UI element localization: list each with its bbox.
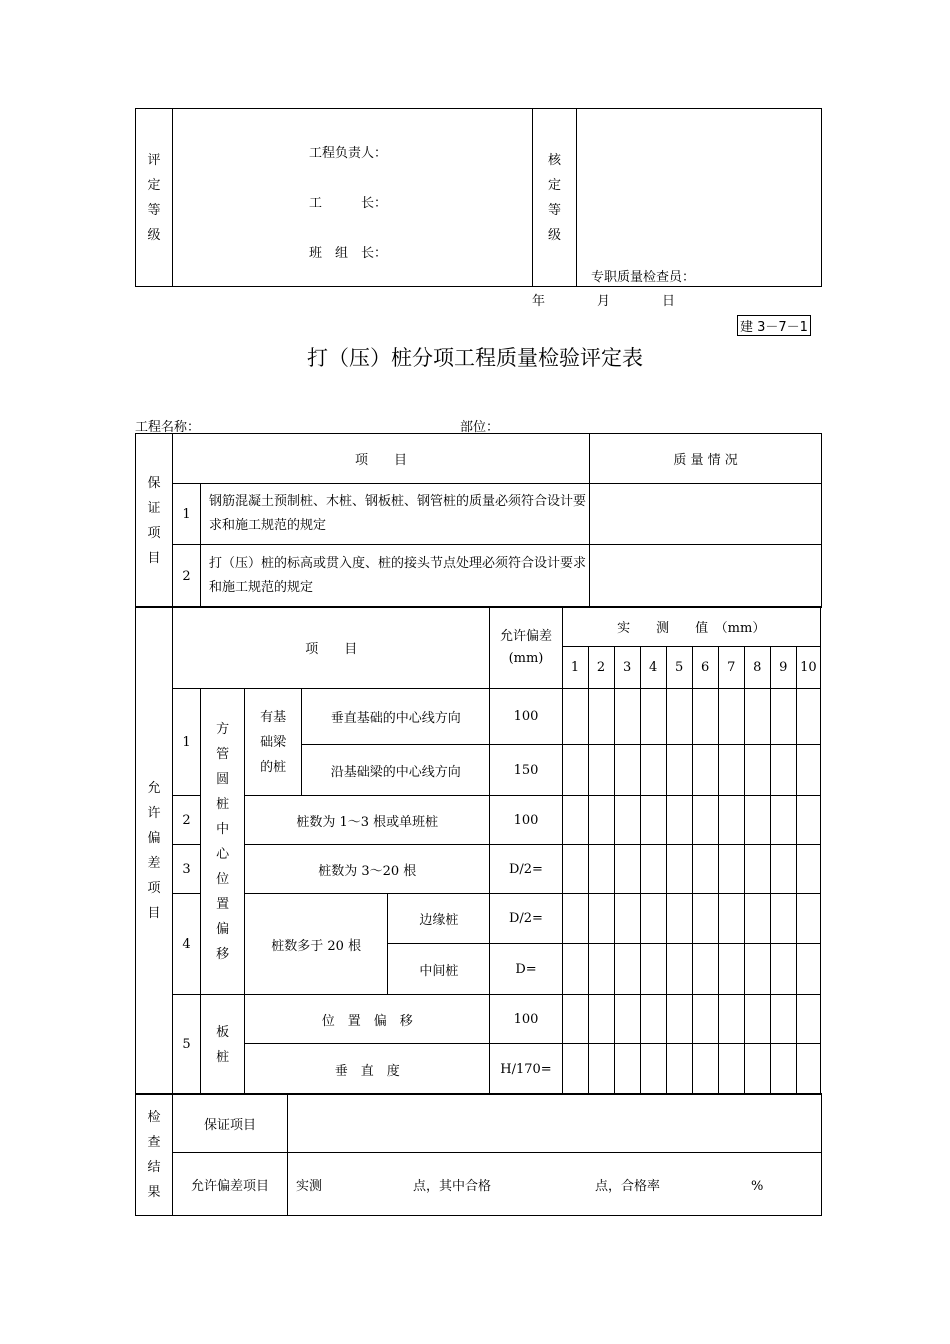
tolerance-row-text: 桩数为 3～20 根	[245, 845, 490, 894]
quality-status-header: 质 量 情 况	[590, 434, 822, 484]
measure-cell[interactable]	[562, 995, 588, 1044]
measure-cell[interactable]	[614, 745, 640, 796]
verified-grade-label: 核 定 等 级	[533, 109, 577, 287]
foreman-line: 工 长：	[309, 196, 388, 211]
guarantee-item-text: 打（压）桩的标高或贯入度、桩的接头节点处理必须符合设计要求和施工规范的规定	[201, 545, 590, 608]
tolerance-row-value: D=	[490, 944, 562, 995]
guarantee-label: 保 证 项 目	[136, 434, 173, 608]
beam-pile-label: 有基 础梁 的桩	[245, 689, 302, 796]
measure-cell[interactable]	[718, 796, 744, 845]
measure-cell[interactable]	[588, 944, 614, 995]
tolerance-row-value: 150	[490, 745, 562, 796]
measure-cell[interactable]	[718, 745, 744, 796]
tolerance-row-no: 5	[173, 995, 201, 1095]
measure-cell[interactable]	[770, 995, 796, 1044]
tolerance-row-value: D/2=	[490, 894, 562, 944]
measure-cell[interactable]	[562, 1044, 588, 1095]
measure-cell[interactable]	[614, 845, 640, 894]
tolerance-row-text: 沿基础梁的中心线方向	[302, 745, 490, 796]
measure-cell[interactable]	[692, 944, 718, 995]
responsible-persons-cell	[173, 109, 533, 287]
measure-cell[interactable]	[562, 689, 588, 745]
measure-cell[interactable]	[640, 1044, 666, 1095]
measure-cell[interactable]	[692, 689, 718, 745]
measure-cell[interactable]	[744, 796, 770, 845]
measure-cell[interactable]	[640, 745, 666, 796]
tolerance-row-value: 100	[490, 995, 562, 1044]
project-name-label: 工程名称：	[135, 420, 201, 435]
measure-cell[interactable]	[744, 745, 770, 796]
guarantee-item-no: 2	[173, 545, 201, 608]
measure-cell[interactable]	[692, 894, 718, 944]
guarantee-item-status[interactable]	[590, 484, 822, 545]
measure-cell[interactable]	[588, 689, 614, 745]
measure-cell[interactable]	[692, 796, 718, 845]
measure-col-3: 3	[614, 647, 640, 689]
measure-col-4: 4	[640, 647, 666, 689]
measure-cell[interactable]	[718, 1044, 744, 1095]
measure-cell[interactable]	[588, 796, 614, 845]
check-guarantee-result[interactable]	[288, 1094, 822, 1153]
tolerance-row-no: 2	[173, 796, 201, 845]
measure-col-8: 8	[744, 647, 770, 689]
evaluation-grade-label: 评 定 等 级	[136, 109, 173, 287]
measure-col-9: 9	[770, 647, 796, 689]
evaluation-table	[135, 108, 822, 287]
measure-cell[interactable]	[562, 796, 588, 845]
measure-cell[interactable]	[588, 995, 614, 1044]
measure-cell[interactable]	[770, 689, 796, 745]
form-code: 建 3－7－1	[737, 315, 811, 336]
measure-col-2: 2	[588, 647, 614, 689]
measure-cell[interactable]	[588, 745, 614, 796]
measure-cell[interactable]	[796, 944, 820, 995]
tolerance-row-text: 垂 直 度	[245, 1044, 490, 1095]
allowable-deviation-header	[490, 607, 562, 689]
measure-cell[interactable]	[718, 845, 744, 894]
measure-cell[interactable]	[770, 1044, 796, 1095]
tolerance-row-text: 垂直基础的中心线方向	[302, 689, 490, 745]
measure-cell[interactable]	[796, 894, 820, 944]
measure-cell[interactable]	[796, 845, 820, 894]
tolerance-row-sub: 中间桩	[388, 944, 490, 995]
location-label: 部位：	[460, 420, 500, 435]
check-guarantee-label: 保证项目	[173, 1094, 288, 1153]
check-results-table	[135, 1093, 822, 1216]
pile-center-offset-label: 方 管 圆 桩 中 心 位 置 偏 移	[201, 689, 245, 995]
guarantee-table	[135, 433, 822, 608]
measure-cell[interactable]	[718, 894, 744, 944]
measure-cell[interactable]	[640, 845, 666, 894]
measure-cell[interactable]	[640, 689, 666, 745]
measure-cell[interactable]	[744, 944, 770, 995]
tolerance-row-text: 位 置 偏 移	[245, 995, 490, 1044]
measure-cell[interactable]	[562, 944, 588, 995]
measure-cell[interactable]	[692, 745, 718, 796]
tolerance-row-value: D/2=	[490, 845, 562, 894]
tolerance-label: 允 许 偏 差 项 目	[136, 607, 173, 1095]
measure-cell[interactable]	[744, 689, 770, 745]
measure-cell[interactable]	[796, 995, 820, 1044]
measure-cell[interactable]	[666, 845, 692, 894]
check-results-label: 检 查 结 果	[136, 1094, 173, 1216]
measured-values-header: 实 测 值 （mm）	[562, 607, 820, 647]
check-tolerance-result[interactable]: 实测 点，其中合格 点，合格率 %	[288, 1153, 822, 1216]
measure-cell[interactable]	[796, 745, 820, 796]
measure-cell[interactable]	[562, 745, 588, 796]
measure-cell[interactable]	[614, 894, 640, 944]
tolerance-row-value: 100	[490, 689, 562, 745]
allowable-deviation-unit: (mm)	[508, 650, 544, 666]
measure-cell[interactable]	[770, 894, 796, 944]
measure-cell[interactable]	[770, 796, 796, 845]
measure-cell[interactable]	[614, 944, 640, 995]
tolerance-row-value: 100	[490, 796, 562, 845]
measure-cell[interactable]	[692, 1044, 718, 1095]
tolerance-row-text: 桩数为 1～3 根或单班桩	[245, 796, 490, 845]
tolerance-table	[135, 606, 821, 1095]
measure-cell[interactable]	[692, 845, 718, 894]
check-tolerance-label: 允许偏差项目	[173, 1153, 288, 1216]
measure-cell[interactable]	[614, 995, 640, 1044]
tolerance-row-no: 1	[173, 689, 201, 796]
date-line: 年 月 日	[532, 294, 676, 309]
team-leader-line: 班 组 长：	[309, 246, 388, 261]
tolerance-row-sub: 边缘桩	[388, 894, 490, 944]
measure-cell[interactable]	[718, 995, 744, 1044]
measure-col-7: 7	[718, 647, 744, 689]
measure-cell[interactable]	[796, 796, 820, 845]
measure-col-10: 10	[796, 647, 820, 689]
measure-col-6: 6	[692, 647, 718, 689]
measure-col-1: 1	[562, 647, 588, 689]
measure-cell[interactable]	[666, 995, 692, 1044]
measure-cell[interactable]	[718, 944, 744, 995]
allowable-deviation-label: 允许偏差	[499, 628, 552, 644]
measure-cell[interactable]	[744, 894, 770, 944]
measure-cell[interactable]	[640, 944, 666, 995]
measure-cell[interactable]	[796, 689, 820, 745]
measure-cell[interactable]	[614, 796, 640, 845]
measure-cell[interactable]	[744, 845, 770, 894]
guarantee-item-no: 1	[173, 484, 201, 545]
guarantee-item-text: 钢筋混凝土预制桩、木桩、钢板桩、钢管桩的质量必须符合设计要求和施工规范的规定	[201, 484, 590, 545]
measure-cell[interactable]	[588, 894, 614, 944]
measure-cell[interactable]	[796, 1044, 820, 1095]
guarantee-item-header: 项 目	[173, 434, 590, 484]
tolerance-row-no: 4	[173, 894, 201, 995]
measure-cell[interactable]	[562, 894, 588, 944]
measure-cell[interactable]	[770, 944, 796, 995]
measure-cell[interactable]	[666, 796, 692, 845]
measure-cell[interactable]	[744, 1044, 770, 1095]
measure-col-5: 5	[666, 647, 692, 689]
inspector-label: 专职质量检查员：	[591, 270, 696, 285]
tolerance-row-text: 桩数多于 20 根	[245, 894, 388, 995]
tolerance-row-value: H/170=	[490, 1044, 562, 1095]
measure-cell[interactable]	[588, 845, 614, 894]
measure-cell[interactable]	[692, 995, 718, 1044]
tolerance-row-no: 3	[173, 845, 201, 894]
board-pile-label: 板 桩	[201, 995, 245, 1095]
measure-cell[interactable]	[562, 845, 588, 894]
measure-cell[interactable]	[614, 689, 640, 745]
project-leader-line: 工程负责人：	[309, 146, 388, 161]
inspector-cell	[577, 109, 822, 287]
measure-cell[interactable]	[770, 845, 796, 894]
measure-cell[interactable]	[770, 745, 796, 796]
measure-cell[interactable]	[640, 796, 666, 845]
measure-cell[interactable]	[614, 1044, 640, 1095]
guarantee-item-status[interactable]	[590, 545, 822, 608]
measure-cell[interactable]	[718, 689, 744, 745]
measure-cell[interactable]	[666, 944, 692, 995]
measure-cell[interactable]	[666, 745, 692, 796]
tolerance-item-header: 项 目	[173, 607, 490, 689]
measure-cell[interactable]	[666, 1044, 692, 1095]
page-title: 打（压）桩分项工程质量检验评定表	[307, 346, 643, 370]
measure-cell[interactable]	[640, 894, 666, 944]
measure-cell[interactable]	[666, 894, 692, 944]
measure-cell[interactable]	[640, 995, 666, 1044]
measure-cell[interactable]	[666, 689, 692, 745]
measure-cell[interactable]	[588, 1044, 614, 1095]
measure-cell[interactable]	[744, 995, 770, 1044]
